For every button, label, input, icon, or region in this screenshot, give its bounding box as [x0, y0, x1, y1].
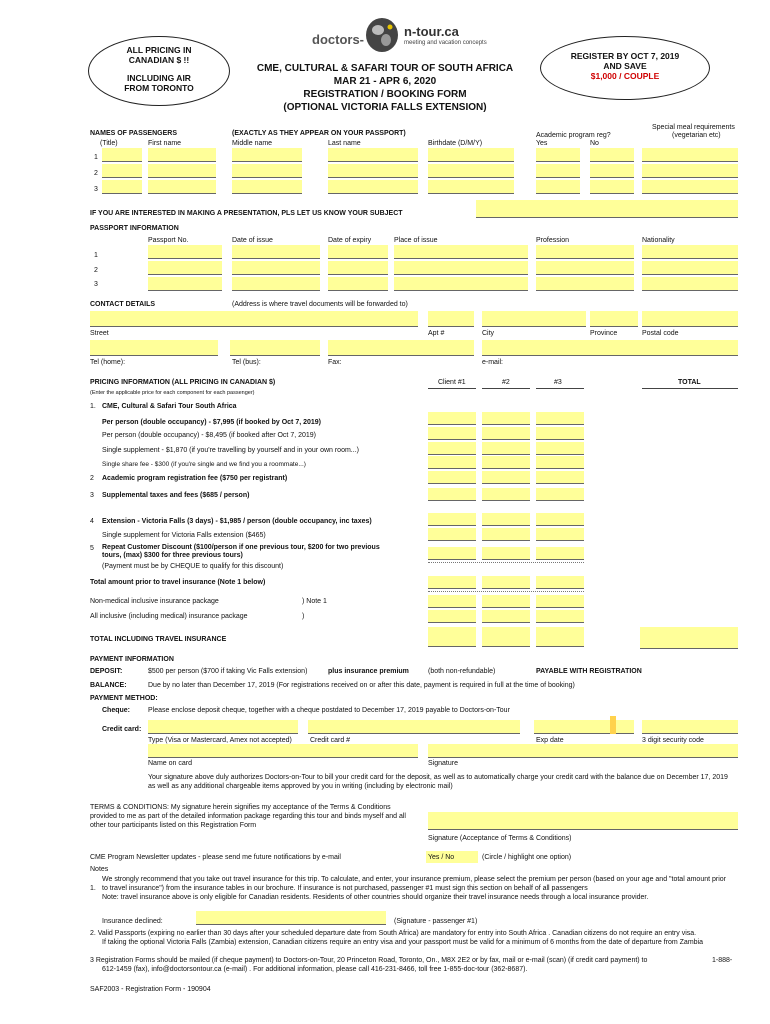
birthdate-field[interactable] [428, 164, 514, 178]
meal-label: Special meal requirements [652, 124, 735, 131]
col-profession: Profession [536, 237, 570, 244]
security-code-label: 3 digit security code [642, 737, 704, 744]
terms-signature-label: Signature (Acceptance of Terms & Conditions) [428, 835, 572, 842]
row-number: 3 [94, 281, 98, 288]
form-footer: SAF2003 - Registration Form - 190904 [90, 986, 211, 993]
col-date-expiry: Date of expiry [328, 237, 372, 244]
total-incl-label: TOTAL INCLUDING TRAVEL INSURANCE [90, 636, 227, 643]
last-name-field[interactable] [328, 164, 418, 178]
plus-insurance-text: plus insurance premium [328, 668, 409, 675]
issue-place-field[interactable] [394, 245, 528, 259]
passport-note: (EXACTLY AS THEY APPEAR ON YOUR PASSPORT) [232, 130, 406, 137]
col-place-issue: Place of issue [394, 237, 438, 244]
credit-card-label: Credit card: [102, 726, 142, 733]
note1-text: We strongly recommend that you take out travel insurance for this trip. To calculate, and enter, your insurance premium, please select the premium per person (based on your age and "total amount prior [102, 876, 726, 883]
col-date-issue: Date of issue [232, 237, 273, 244]
amount-field[interactable] [482, 610, 530, 623]
balance-text: Due by no later than December 17, 2019 (For registrations received on or after this date, payment is required in full at the time of booking) [148, 682, 575, 689]
col-passport-no: Passport No. [148, 237, 189, 244]
amount-field[interactable] [428, 576, 476, 589]
amount-field[interactable] [428, 456, 476, 469]
tel-bus-label: Tel (bus): [232, 359, 261, 366]
tel-bus-field[interactable] [230, 340, 320, 356]
terms-text: provided to me as part of the detailed information package regarding this tour and binds myself and all [90, 813, 406, 820]
amount-field[interactable] [536, 610, 584, 623]
note1-label: ) Note 1 [302, 598, 327, 605]
exp-date-label: Exp date [536, 737, 564, 744]
card-number-field[interactable] [308, 720, 520, 734]
signature-label: Signature [428, 760, 458, 767]
fax-label: Fax: [328, 359, 342, 366]
amount-field[interactable] [482, 528, 530, 541]
amount-field[interactable] [428, 547, 476, 560]
item5b-label: tours, (max) $300 for three previous tours) [102, 552, 243, 559]
email-field[interactable] [482, 340, 738, 356]
passport-no-field[interactable] [148, 261, 222, 275]
item-number: 2 [90, 475, 94, 482]
amount-field[interactable] [482, 576, 530, 589]
birthdate-field[interactable] [428, 148, 514, 162]
meal-field[interactable] [642, 164, 738, 178]
province-field[interactable] [590, 311, 638, 327]
title-field[interactable] [102, 180, 142, 194]
pricing-label: PRICING INFORMATION (ALL PRICING IN CANADIAN $) [90, 379, 276, 386]
last-name-field[interactable] [328, 180, 418, 194]
col-middle: Middle name [232, 140, 273, 147]
client3-rule [536, 388, 584, 389]
oval-line: REGISTER BY OCT 7, 2019 [570, 51, 680, 61]
paren-label: ) [302, 613, 305, 620]
client1-rule [428, 388, 476, 389]
row-number: 1 [94, 252, 98, 259]
client1-header: Client #1 [438, 379, 466, 386]
amount-field[interactable] [482, 488, 530, 501]
expiry-date-field[interactable] [328, 261, 388, 275]
col-nationality: Nationality [642, 237, 675, 244]
apt-label: Apt # [428, 330, 445, 337]
name-on-card-field[interactable] [148, 744, 418, 758]
first-name-field[interactable] [148, 148, 216, 162]
newsletter-yes-no[interactable]: Yes / No [428, 854, 455, 861]
street-field[interactable] [90, 311, 418, 327]
fax-field[interactable] [328, 340, 474, 356]
nationality-field[interactable] [642, 277, 738, 291]
col-first: First name [148, 140, 182, 147]
postal-label: Postal code [642, 330, 679, 337]
amount-field[interactable] [536, 595, 584, 608]
profession-field[interactable] [536, 261, 634, 275]
note3-tel: 1-888- [712, 957, 733, 964]
amount-field[interactable] [428, 488, 476, 501]
row-number: 3 [94, 186, 98, 193]
item-number: 3 [90, 492, 94, 499]
globe-icon [364, 16, 400, 54]
province-label: Province [590, 330, 618, 337]
meal-field[interactable] [642, 180, 738, 194]
passenger1-signature-label: (Signature - passenger #1) [394, 918, 478, 925]
amount-field[interactable] [536, 547, 584, 560]
tel-home-field[interactable] [90, 340, 218, 356]
amount-field[interactable] [536, 412, 584, 425]
note2-text: If taking the optional Victoria Falls (Zambia) extension, Canadian citizens require an entry visa and your passport must be valid for a minimum of 6 months from the date of departure from Zambia [102, 939, 703, 946]
deposit-label: DEPOSIT: [90, 668, 123, 675]
amount-field[interactable] [536, 442, 584, 455]
passport-no-field[interactable] [148, 277, 222, 291]
total-header: TOTAL [678, 379, 701, 386]
amount-field[interactable] [536, 471, 584, 484]
issue-date-field[interactable] [232, 261, 320, 275]
newsletter-text: CME Program Newsletter updates - please send me future notifications by e-mail [90, 854, 341, 861]
issue-date-field[interactable] [232, 245, 320, 259]
amount-field[interactable] [428, 610, 476, 623]
tel-home-label: Tel (home): [90, 359, 126, 366]
amount-field[interactable] [536, 488, 584, 501]
amount-field[interactable] [482, 547, 530, 560]
client3-header: #3 [554, 379, 562, 386]
note3-text: 612-1459 (fax), info@doctorsontour.ca (e-mail) . For additional information, please call 416-231-8466, toll free 1-855-doc-tour (362-8687). [102, 966, 528, 973]
email-label: e-mail: [482, 359, 504, 366]
presentation-label: IF YOU ARE INTERESTED IN MAKING A PRESENTATION, PLS LET US KNOW YOUR SUBJECT [90, 210, 403, 217]
title-line: CME, CULTURAL & SAFARI TOUR OF SOUTH AFRICA [256, 63, 514, 74]
passport-no-field[interactable] [148, 245, 222, 259]
card-type-field[interactable] [148, 720, 298, 734]
card-marker [610, 716, 616, 734]
nonrefundable-text: (both non-refundable) [428, 668, 496, 675]
item-number: 1. [90, 403, 96, 410]
security-code-field[interactable] [642, 720, 738, 734]
amount-field[interactable] [428, 627, 476, 647]
birthdate-field[interactable] [428, 180, 514, 194]
expiry-date-field[interactable] [328, 277, 388, 291]
city-label: City [482, 330, 495, 337]
title-field[interactable] [102, 164, 142, 178]
middle-name-field[interactable] [232, 148, 302, 162]
amount-field[interactable] [482, 595, 530, 608]
logo-text-right: n-tour.ca [404, 24, 459, 39]
oval-line: AND SAVE [603, 61, 647, 71]
col-yes: Yes [536, 140, 548, 147]
last-name-field[interactable] [328, 148, 418, 162]
terms-text: TERMS & CONDITIONS: My signature herein signifies my acceptance of the Terms & Conditions [90, 804, 391, 811]
notes-label: Notes [90, 866, 109, 873]
note3-text: 3 Registration Forms should be mailed (if cheque payment) to Doctors-on-Tour, 20 Princeton Road, Toronto, On., M8X 2E2 or by fax, mail or e-mail (scan) (if credit card payment) to [90, 957, 648, 964]
first-name-field[interactable] [148, 164, 216, 178]
oval-line: ALL PRICING IN [126, 45, 192, 55]
amount-field[interactable] [482, 442, 530, 455]
amount-field[interactable] [428, 513, 476, 526]
card-number-label: Credit card # [310, 737, 351, 744]
first-name-field[interactable] [148, 180, 216, 194]
item1d-label: Single share fee - $300 (if you're single and we find you a roommate...) [102, 461, 306, 468]
item3-label: Supplemental taxes and fees ($685 / person) [102, 492, 250, 499]
exp-date-field[interactable] [534, 720, 634, 734]
presentation-field[interactable] [476, 200, 738, 218]
oval-line: FROM TORONTO [124, 83, 194, 93]
item1b-label: Per person (double occupancy) - $8,495 (if booked after Oct 7, 2019) [102, 432, 317, 439]
amount-field[interactable] [482, 627, 530, 647]
names-label: NAMES OF PASSENGERS [90, 130, 177, 137]
address-note: (Address is where travel documents will be forwarded to) [232, 301, 408, 308]
passport-label: PASSPORT INFORMATION [90, 225, 179, 232]
note-number: 1. [90, 885, 96, 892]
profession-field[interactable] [536, 245, 634, 259]
amount-field[interactable] [428, 471, 476, 484]
col-last: Last name [328, 140, 361, 147]
amount-divider [428, 562, 584, 563]
issue-place-field[interactable] [394, 261, 528, 275]
total-rule [642, 388, 738, 389]
note2-text: 2. Valid Passports (expiring no earlier than 30 days after your scheduled departure date from South Africa) are mandatory for entry into South Africa . Canadian citizens do not require an entry visa. [90, 930, 697, 937]
row-number: 2 [94, 267, 98, 274]
pricing-sub: (Enter the applicable price for each component for each passenger) [90, 390, 255, 396]
client2-rule [482, 388, 530, 389]
insurance-declined-label: Insurance declined: [102, 918, 163, 925]
title-line: REGISTRATION / BOOKING FORM [303, 89, 467, 100]
academic-label: Academic program reg? [536, 132, 611, 139]
item4-label: Extension - Victoria Falls (3 days) - $1,985 / person (double occupancy, inc taxes) [102, 518, 372, 525]
col-title: (Title) [100, 140, 118, 147]
title-line: MAR 21 - APR 6, 2020 [333, 76, 437, 87]
payable-text: PAYABLE WITH REGISTRATION [536, 668, 642, 675]
title-line: (OPTIONAL VICTORIA FALLS EXTENSION) [283, 102, 487, 113]
item5c-label: (Payment must be by CHEQUE to qualify for this discount) [102, 563, 284, 570]
amount-field[interactable] [482, 471, 530, 484]
method-label: PAYMENT METHOD: [90, 695, 158, 702]
total-prior-label: Total amount prior to travel insurance (Note 1 below) [90, 579, 266, 586]
amount-field[interactable] [428, 412, 476, 425]
nonmed-insurance-label: Non-medical inclusive insurance package [90, 598, 219, 605]
amount-field[interactable] [536, 627, 584, 647]
expiry-date-field[interactable] [328, 245, 388, 259]
balance-label: BALANCE: [90, 682, 127, 689]
item-number: 5 [90, 545, 94, 552]
middle-name-field[interactable] [232, 180, 302, 194]
amount-field[interactable] [428, 442, 476, 455]
oval-line: CANADIAN $ !! [128, 55, 190, 65]
amount-field[interactable] [428, 427, 476, 440]
item5a-label: Repeat Customer Discount ($100/person if one previous tour, $200 for two previous [102, 544, 380, 551]
card-signature-field[interactable] [428, 744, 738, 758]
amount-field[interactable] [536, 528, 584, 541]
item1c-label: Single supplement - $1,870 (if you're travelling by yourself and in your own room...) [102, 447, 359, 454]
logo-text-left: doctors- [312, 32, 364, 47]
item2-label: Academic program registration fee ($750 per registrant) [102, 475, 288, 482]
amount-field[interactable] [482, 513, 530, 526]
circle-note: (Circle / highlight one option) [482, 854, 572, 861]
academic-no-field[interactable] [590, 164, 634, 178]
logo-tagline: meeting and vacation concepts [404, 40, 487, 46]
contact-label: CONTACT DETAILS [90, 301, 156, 308]
amount-field[interactable] [482, 412, 530, 425]
issue-place-field[interactable] [394, 277, 528, 291]
amount-divider [428, 591, 584, 592]
cheque-label: Cheque: [102, 707, 130, 714]
issue-date-field[interactable] [232, 277, 320, 291]
allinc-insurance-label: All inclusive (including medical) insurance package [90, 613, 248, 620]
name-on-card-label: Name on card [148, 760, 192, 767]
academic-yes-field[interactable] [536, 148, 580, 162]
col-no: No [590, 140, 599, 147]
item4a-label: Single supplement for Victoria Falls extension ($465) [102, 532, 266, 539]
city-field[interactable] [482, 311, 586, 327]
academic-yes-field[interactable] [536, 164, 580, 178]
cheque-text: Please enclose deposit cheque, together with a cheque postdated to December 17, 2019 payable to Doctors-on-Tour [148, 707, 510, 714]
deposit-text: $500 per person ($700 if taking Vic Falls extension) [148, 668, 308, 675]
amount-field[interactable] [428, 595, 476, 608]
item1-label: CME, Cultural & Safari Tour South Africa [102, 403, 237, 410]
profession-field[interactable] [536, 277, 634, 291]
postal-code-field[interactable] [642, 311, 738, 327]
terms-signature-field[interactable] [428, 812, 738, 830]
note1-text: Note: travel insurance above is only eligible for Canadian residents. Residents of other countries should organize their travel insurance needs through a local insurance provider. [102, 894, 649, 901]
title-field[interactable] [102, 148, 142, 162]
academic-no-field[interactable] [590, 180, 634, 194]
amount-field[interactable] [536, 513, 584, 526]
oval-line: INCLUDING AIR [127, 73, 191, 83]
form-title [200, 62, 570, 114]
terms-text: other tour participants listed on this Registration Form [90, 822, 257, 829]
brand-logo [300, 14, 520, 56]
amount-field[interactable] [482, 427, 530, 440]
nationality-field[interactable] [642, 261, 738, 275]
client2-header: #2 [502, 379, 510, 386]
authorization-text: Your signature above duly authorizes Doctors-on-Tour to bill your credit card for the deposit, as well as to automatically charge your credit card with the balance due on December 17, 2019 [148, 774, 728, 781]
grand-total-field[interactable] [640, 627, 738, 649]
payment-label: PAYMENT INFORMATION [90, 656, 174, 663]
amount-field[interactable] [536, 576, 584, 589]
row-number: 1 [94, 154, 98, 161]
amount-field[interactable] [428, 528, 476, 541]
amount-field[interactable] [536, 427, 584, 440]
col-birth: Birthdate (D/M/Y) [428, 140, 483, 147]
academic-yes-field[interactable] [536, 180, 580, 194]
oval-line: $1,000 / COUPLE [590, 71, 660, 81]
item-number: 4 [90, 518, 94, 525]
authorization-text-2: as well as any additional chargeable items approved by you in writing (including by electronic mail) [148, 783, 453, 790]
nationality-field[interactable] [642, 245, 738, 259]
apt-field[interactable] [428, 311, 474, 327]
amount-field[interactable] [536, 456, 584, 469]
insurance-declined-field[interactable] [196, 911, 386, 925]
academic-no-field[interactable] [590, 148, 634, 162]
item1a-label: Per person (double occupancy) - $7,995 (if booked by Oct 7, 2019) [102, 419, 322, 426]
street-label: Street [90, 330, 109, 337]
card-type-label: Type (Visa or Mastercard, Amex not accepted) [148, 737, 292, 744]
note1-text: to travel insurance") from the insurance tables in our brochure. If insurance is not purchased, passenger #1 must sign this section on behalf of all passengers [102, 885, 588, 892]
amount-field[interactable] [482, 456, 530, 469]
meal-sublabel: (vegetarian etc) [672, 132, 721, 139]
meal-field[interactable] [642, 148, 738, 162]
middle-name-field[interactable] [232, 164, 302, 178]
row-number: 2 [94, 170, 98, 177]
